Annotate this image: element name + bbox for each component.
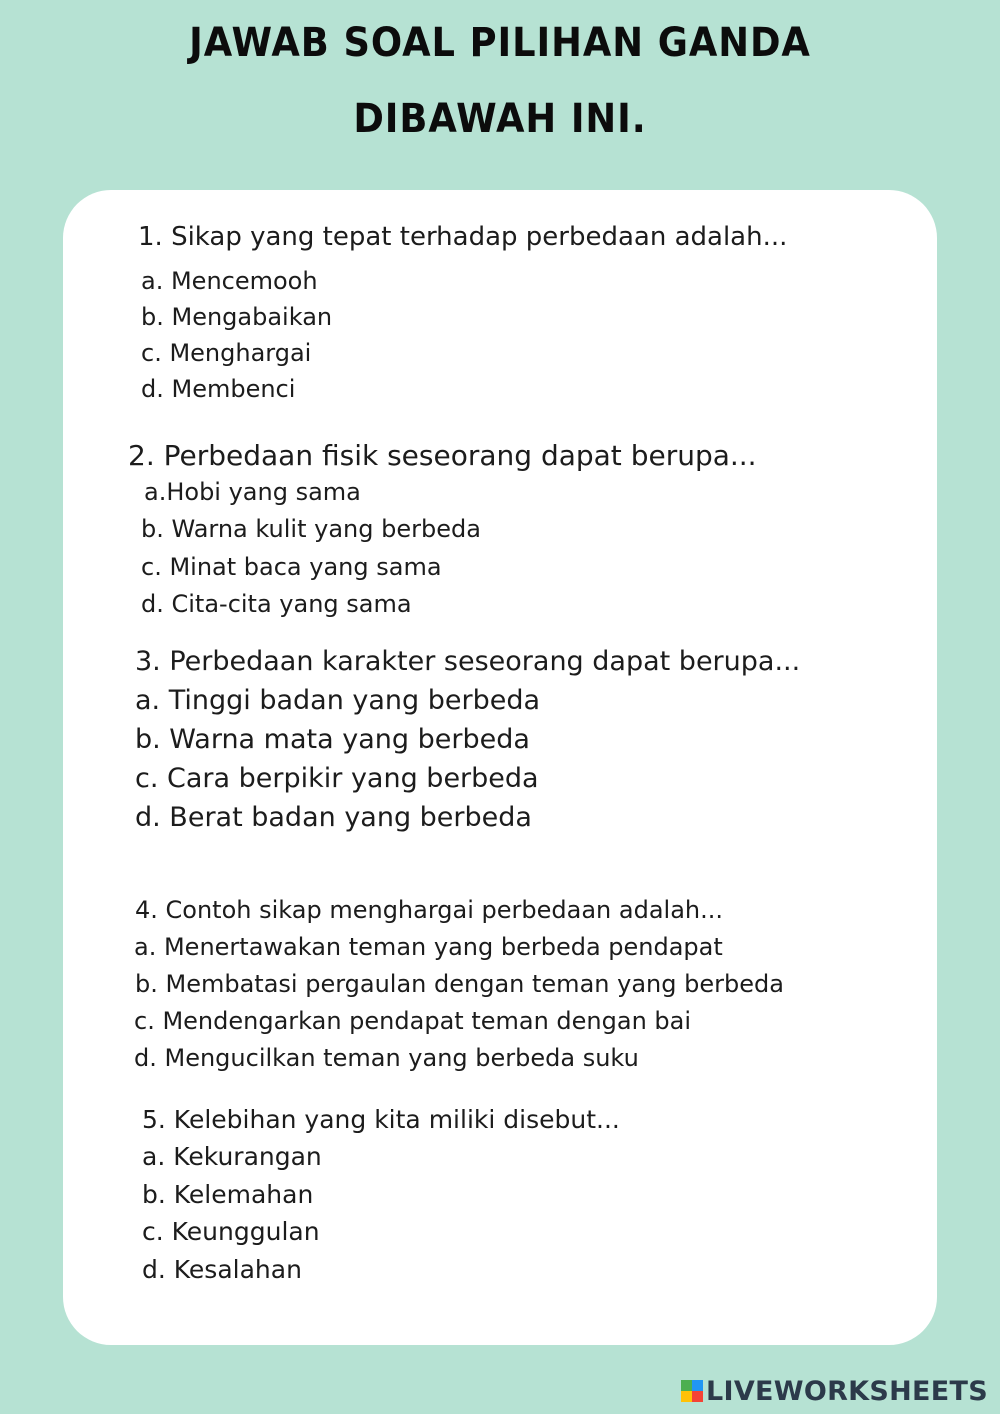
question-4-option-d[interactable]: d. Mengucilkan teman yang berbeda suku [134,1044,639,1072]
question-2: 2. Perbedaan fisik seseorang dapat berupa... [128,439,757,472]
question-3-option-a[interactable]: a. Tinggi badan yang berbeda [135,685,541,716]
question-2-option-b[interactable]: b. Warna kulit yang berbeda [141,515,481,543]
question-3-option-d[interactable]: d. Berat badan yang berbeda [135,802,532,833]
question-2-option-d[interactable]: d. Cita-cita yang sama [141,590,412,618]
liveworksheets-logo[interactable] [681,1374,988,1408]
question-3: 3. Perbedaan karakter seseorang dapat berupa... [135,646,801,677]
page-title-line-2: DIBAWAH INI. [353,96,647,142]
question-1-option-c[interactable]: c. Menghargai [141,339,312,367]
liveworksheets-logo-icon [681,1380,703,1402]
question-4: 4. Contoh sikap menghargai perbedaan adalah... [135,896,723,924]
question-5-option-b[interactable]: b. Kelemahan [142,1180,314,1209]
question-5: 5. Kelebihan yang kita miliki disebut... [142,1105,620,1134]
logo-square-blue [692,1380,703,1391]
question-2-option-c[interactable]: c. Minat baca yang sama [141,553,442,581]
question-4-option-c[interactable]: c. Mendengarkan pendapat teman dengan bai [134,1007,692,1035]
logo-square-green [681,1380,692,1391]
question-1-option-a[interactable]: a. Mencemooh [141,267,318,295]
question-1: 1. Sikap yang tepat terhadap perbedaan adalah... [138,222,788,252]
question-5-option-a[interactable]: a. Kekurangan [142,1142,322,1171]
question-1-option-d[interactable]: d. Membenci [141,375,296,403]
question-5-option-c[interactable]: c. Keunggulan [142,1217,320,1246]
question-4-option-a[interactable]: a. Menertawakan teman yang berbeda pendapat [134,933,723,961]
question-3-option-c[interactable]: c. Cara berpikir yang berbeda [135,763,539,794]
question-4-option-b[interactable]: b. Membatasi pergaulan dengan teman yang berbeda [135,970,784,998]
logo-square-yellow [681,1391,692,1402]
question-3-option-b[interactable]: b. Warna mata yang berbeda [135,724,530,755]
page-title-line-1: JAWAB SOAL PILIHAN GANDA [189,20,811,66]
question-1-option-b[interactable]: b. Mengabaikan [141,303,333,331]
liveworksheets-brand: LIVEWORKSHEETS [705,1375,988,1407]
logo-square-red [692,1391,703,1402]
question-5-option-d[interactable]: d. Kesalahan [142,1255,302,1284]
question-2-option-a[interactable]: a.Hobi yang sama [144,478,361,506]
